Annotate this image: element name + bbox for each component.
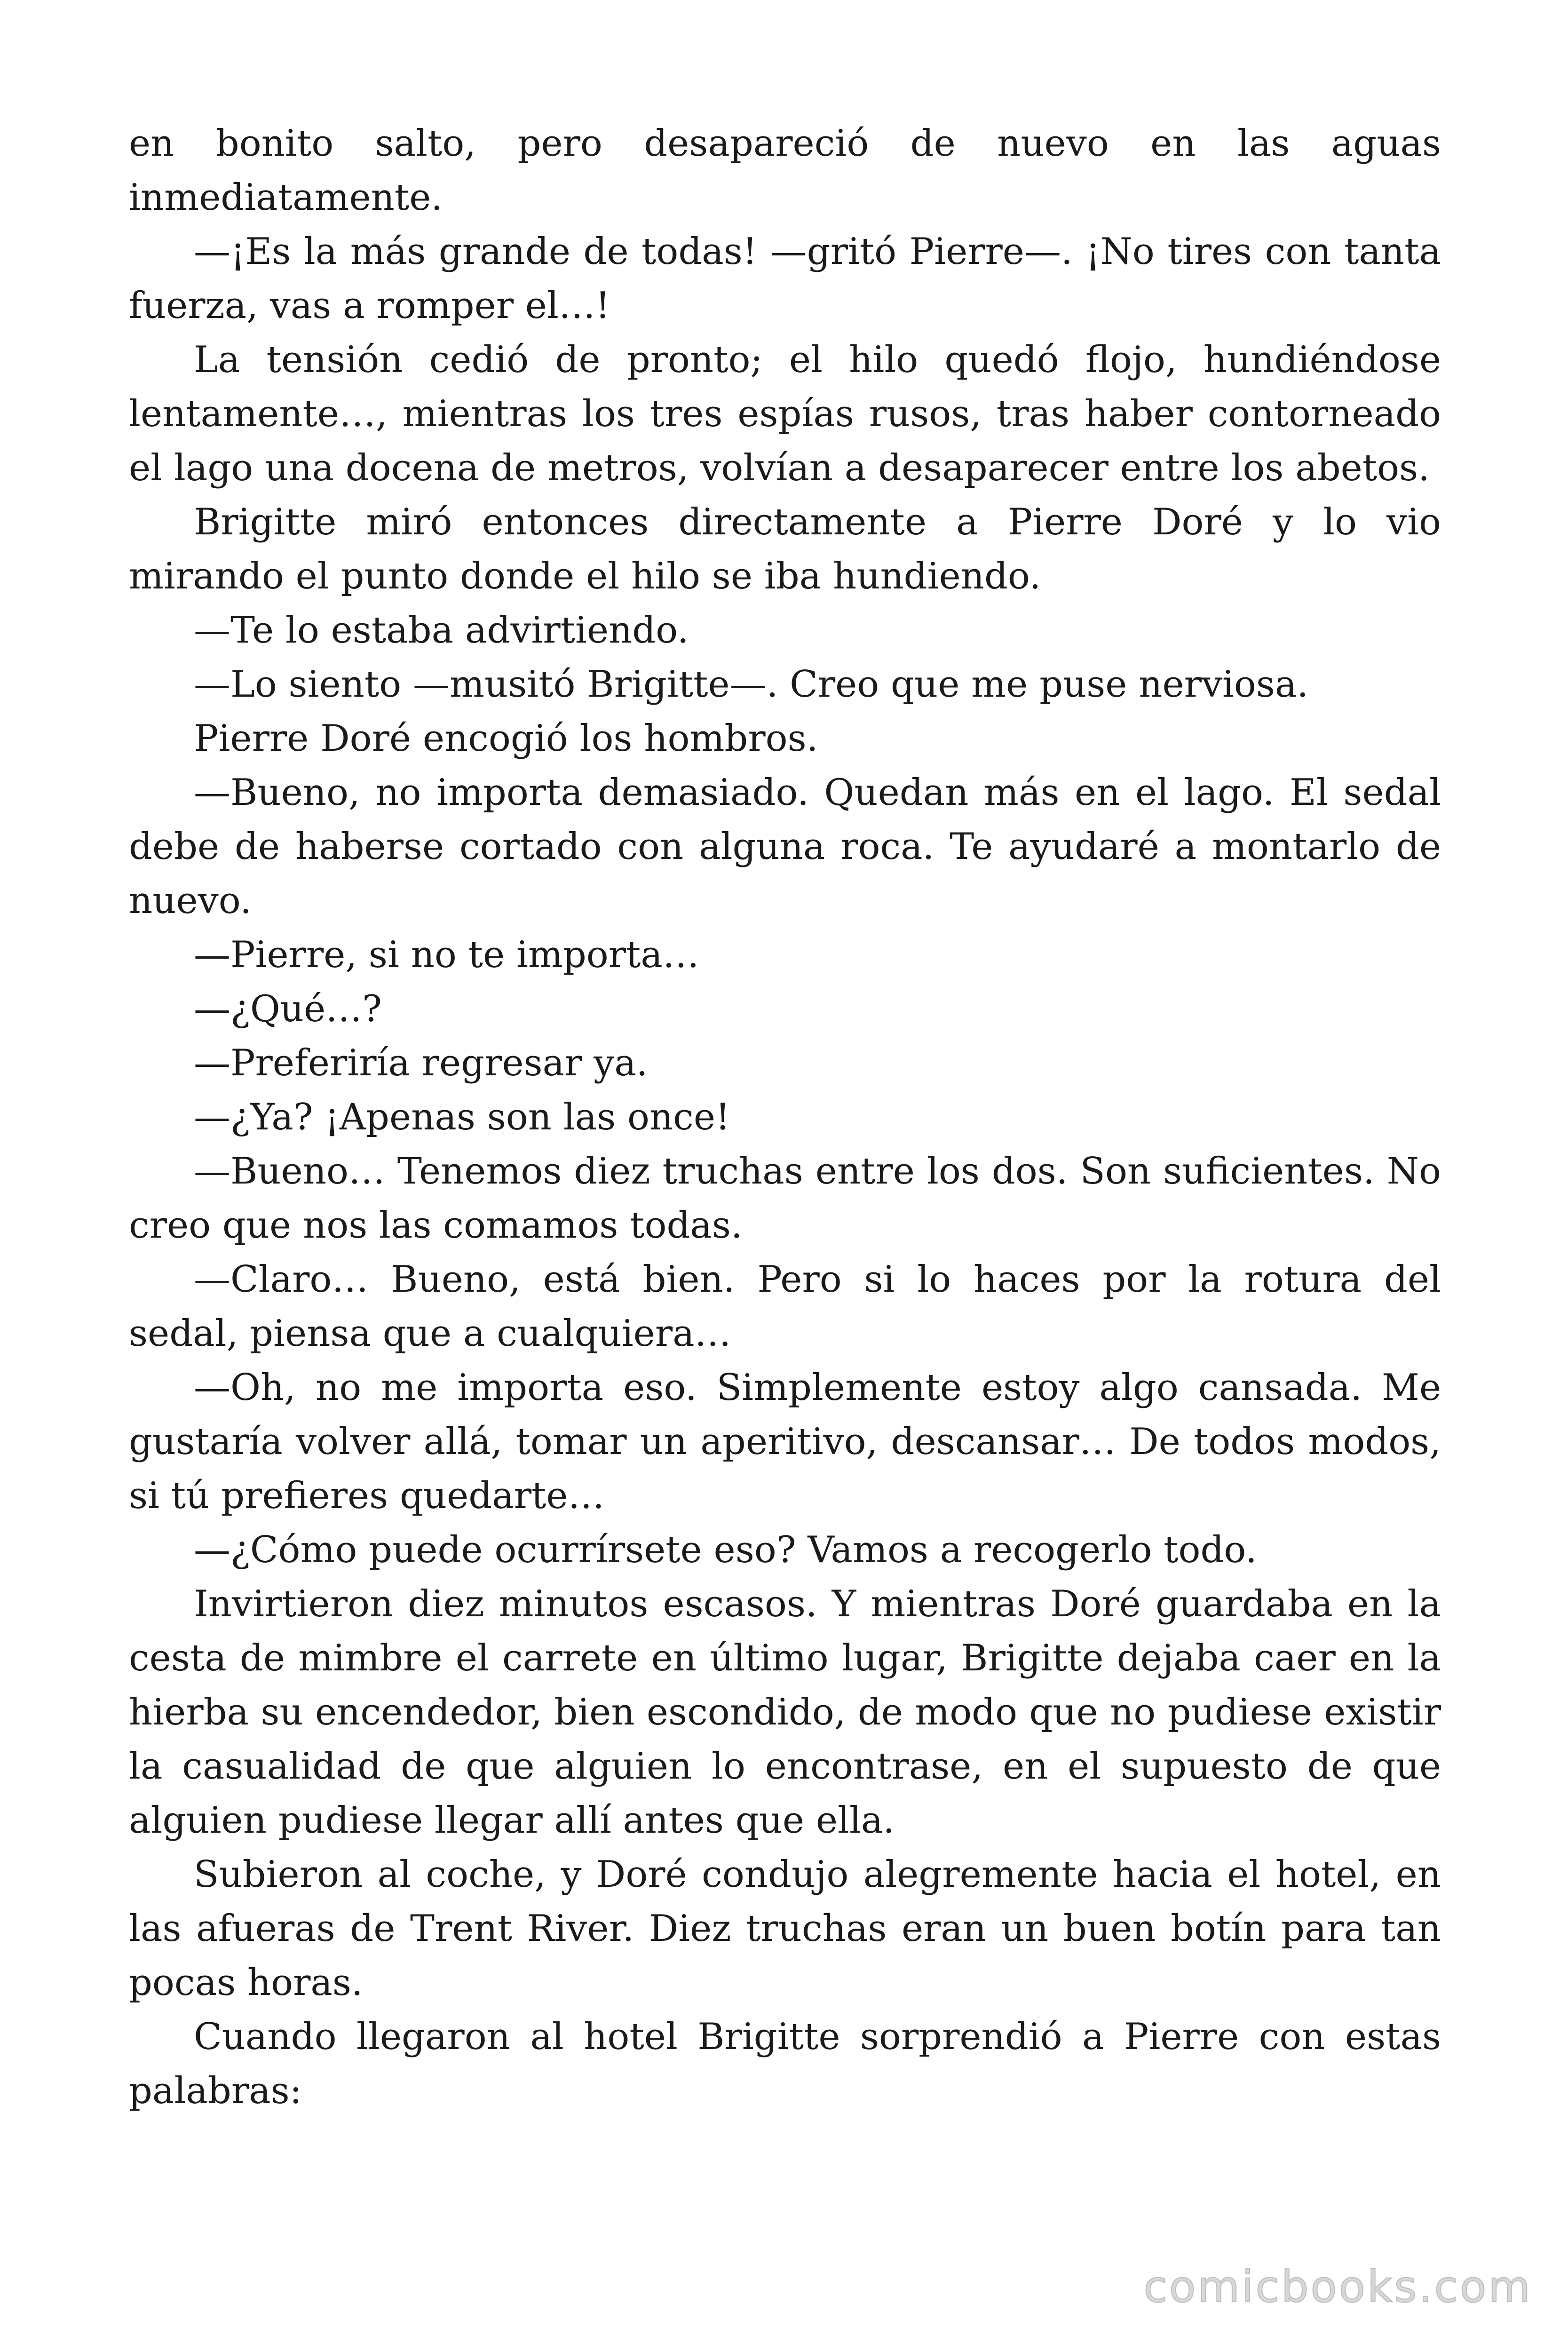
paragraph: —¿Ya? ¡Apenas son las once! [194, 1096, 730, 1138]
paragraph: —Lo siento —musitó Brigitte—. Creo que me puse nerviosa. [194, 663, 1309, 706]
paragraph: —Bueno, no importa demasiado. Quedan más en el lago. El sedal debe de haberse cortado con alguna roca. Te ayudaré a montarlo de nuevo. [129, 771, 1441, 922]
paragraph: —¡Es la más grande de todas! —gritó Pierre—. ¡No tires con tanta fuerza, vas a romper el…! [129, 230, 1441, 327]
paragraph: en bonito salto, pero desapareció de nuevo en las aguas inmediatamente. [129, 122, 1441, 219]
watermark: comicbooks.com [1143, 2262, 1532, 2312]
paragraph: Invirtieron diez minutos escasos. Y mientras Doré guardaba en la cesta de mimbre el carrete en último lugar, Brigitte dejaba caer en la hierba su encendedor, bien escondido, de modo que no pudiese existir la casualidad de que alguien lo encontrase, en el supuesto de que alguien pudiese llegar allí antes que ella. [129, 1583, 1441, 1842]
paragraph: —Te lo estaba advirtiendo. [194, 609, 689, 652]
paragraph: —¿Cómo puede ocurrírsete eso? Vamos a recogerlo todo. [194, 1529, 1257, 1571]
paragraph: —Bueno… Tenemos diez truchas entre los dos. Son suficientes. No creo que nos las comamos todas. [129, 1150, 1441, 1247]
paragraph: La tensión cedió de pronto; el hilo quedó flojo, hundiéndose lentamente…, mientras los tres espías rusos, tras haber contorneado el lago una docena de metros, volvían a desaparecer entre los abetos. [129, 339, 1441, 489]
paragraph: —Oh, no me importa eso. Simplemente estoy algo cansada. Me gustaría volver allá, tomar un aperitivo, descansar… De todos modos, si tú prefieres quedarte… [129, 1367, 1441, 1517]
paragraph: Pierre Doré encogió los hombros. [194, 717, 818, 760]
paragraph: —Pierre, si no te importa… [194, 934, 699, 976]
page-text [129, 117, 1441, 2118]
paragraph: Cuando llegaron al hotel Brigitte sorprendió a Pierre con estas palabras: [129, 2016, 1441, 2112]
paragraph: —Claro… Bueno, está bien. Pero si lo haces por la rotura del sedal, piensa que a cualquiera… [129, 1258, 1441, 1355]
paragraph: —¿Qué…? [194, 988, 382, 1030]
paragraph: Subieron al coche, y Doré condujo alegremente hacia el hotel, en las afueras de Trent River. Diez truchas eran un buen botín para tan pocas horas. [129, 1853, 1441, 2004]
paragraph: Brigitte miró entonces directamente a Pierre Doré y lo vio mirando el punto donde el hilo se iba hundiendo. [129, 501, 1441, 597]
paragraph: —Preferiría regresar ya. [194, 1042, 648, 1084]
